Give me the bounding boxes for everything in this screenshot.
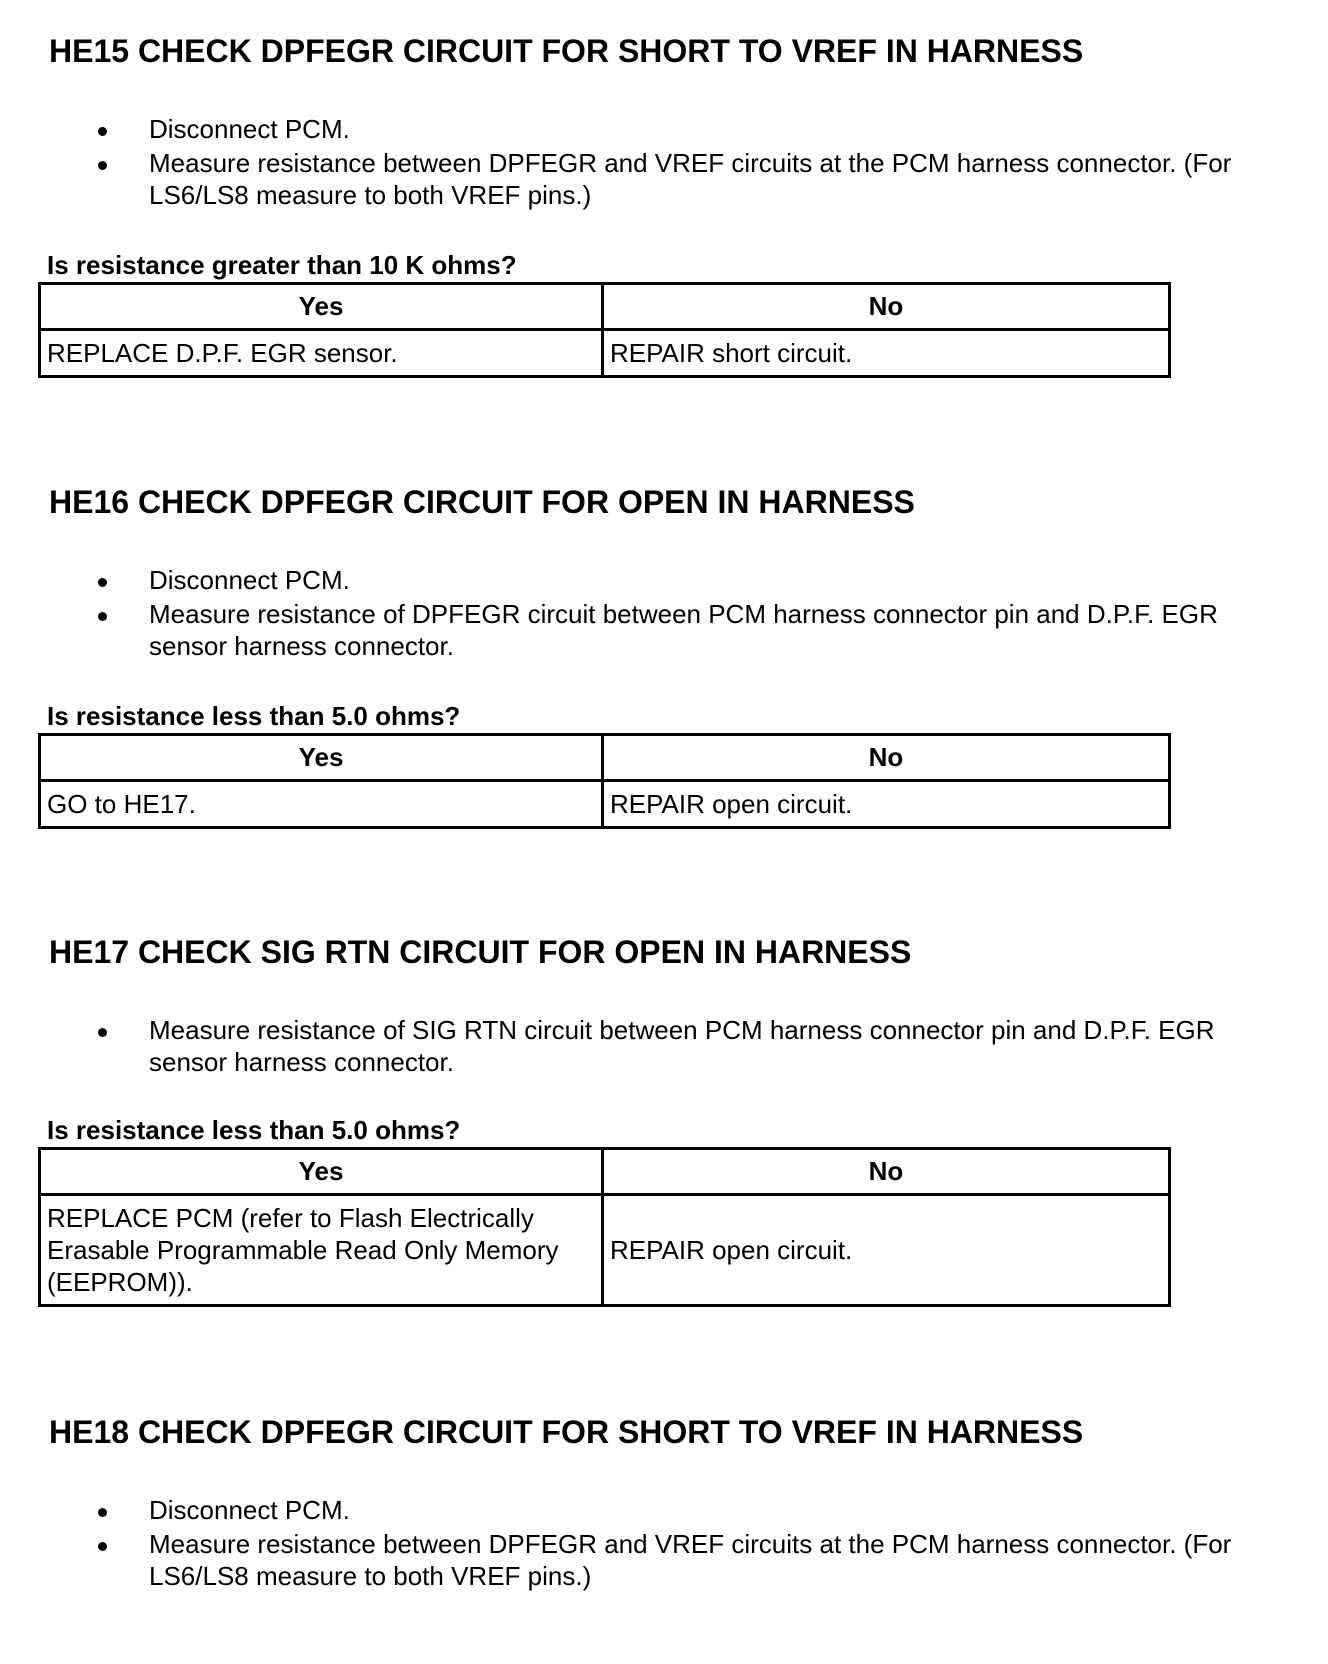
section-heading: HE17 CHECK SIG RTN CIRCUIT FOR OPEN IN HARNESS	[49, 934, 912, 970]
list-item	[0, 1014, 1279, 1078]
question-text: Is resistance greater than 10 K ohms?	[47, 250, 517, 280]
bullet-icon	[98, 127, 107, 136]
yes-action: GO to HE17.	[40, 781, 603, 828]
yes-header: Yes	[40, 735, 603, 781]
yes-header: Yes	[40, 1149, 603, 1195]
no-action: REPAIR short circuit.	[603, 330, 1170, 377]
bullet-icon	[98, 612, 107, 621]
table-header-row	[40, 284, 1170, 330]
section-heading: HE15 CHECK DPFEGR CIRCUIT FOR SHORT TO VREF IN HARNESS	[49, 33, 1084, 69]
no-header: No	[603, 1149, 1170, 1195]
instruction-list	[0, 1014, 1328, 1080]
question-text: Is resistance less than 5.0 ohms?	[47, 1115, 461, 1145]
table-row	[40, 781, 1170, 828]
instruction-text: Disconnect PCM.	[149, 1495, 350, 1525]
decision-table	[38, 1147, 1171, 1307]
decision-table	[38, 282, 1171, 378]
list-item	[0, 113, 1279, 145]
yes-header: Yes	[40, 284, 603, 330]
table-row	[40, 330, 1170, 377]
no-header: No	[603, 284, 1170, 330]
bullet-icon	[98, 1508, 107, 1517]
instruction-list	[0, 113, 1328, 213]
instruction-text: Measure resistance between DPFEGR and VREF circuits at the PCM harness connector. (For LS6/LS8 measure to both VREF pins.)	[149, 148, 1232, 210]
list-item	[0, 598, 1279, 662]
decision-table	[38, 733, 1171, 829]
section-heading: HE18 CHECK DPFEGR CIRCUIT FOR SHORT TO VREF IN HARNESS	[49, 1414, 1084, 1450]
bullet-icon	[98, 1028, 107, 1037]
list-item	[0, 1528, 1279, 1592]
yes-action: REPLACE D.P.F. EGR sensor.	[40, 330, 603, 377]
no-header: No	[603, 735, 1170, 781]
table-header-row	[40, 735, 1170, 781]
instruction-list	[0, 1494, 1328, 1594]
list-item	[0, 1494, 1279, 1526]
list-item	[0, 147, 1279, 211]
no-action: REPAIR open circuit.	[603, 1195, 1170, 1306]
no-action: REPAIR open circuit.	[603, 781, 1170, 828]
bullet-icon	[98, 1542, 107, 1551]
instruction-list	[0, 564, 1328, 664]
instruction-text: Disconnect PCM.	[149, 565, 350, 595]
instruction-text: Disconnect PCM.	[149, 114, 350, 144]
yes-action: REPLACE PCM (refer to Flash Electrically Erasable Programmable Read Only Memory (EEPROM)).	[40, 1195, 603, 1306]
list-item	[0, 564, 1279, 596]
instruction-text: Measure resistance between DPFEGR and VREF circuits at the PCM harness connector. (For LS6/LS8 measure to both VREF pins.)	[149, 1529, 1232, 1591]
bullet-icon	[98, 161, 107, 170]
bullet-icon	[98, 578, 107, 587]
table-row	[40, 1195, 1170, 1306]
section-heading: HE16 CHECK DPFEGR CIRCUIT FOR OPEN IN HARNESS	[49, 484, 915, 520]
question-text: Is resistance less than 5.0 ohms?	[47, 701, 461, 731]
table-header-row	[40, 1149, 1170, 1195]
instruction-text: Measure resistance of SIG RTN circuit between PCM harness connector pin and D.P.F. EGR sensor harness connector.	[149, 1015, 1215, 1077]
instruction-text: Measure resistance of DPFEGR circuit between PCM harness connector pin and D.P.F. EGR sensor harness connector.	[149, 599, 1218, 661]
